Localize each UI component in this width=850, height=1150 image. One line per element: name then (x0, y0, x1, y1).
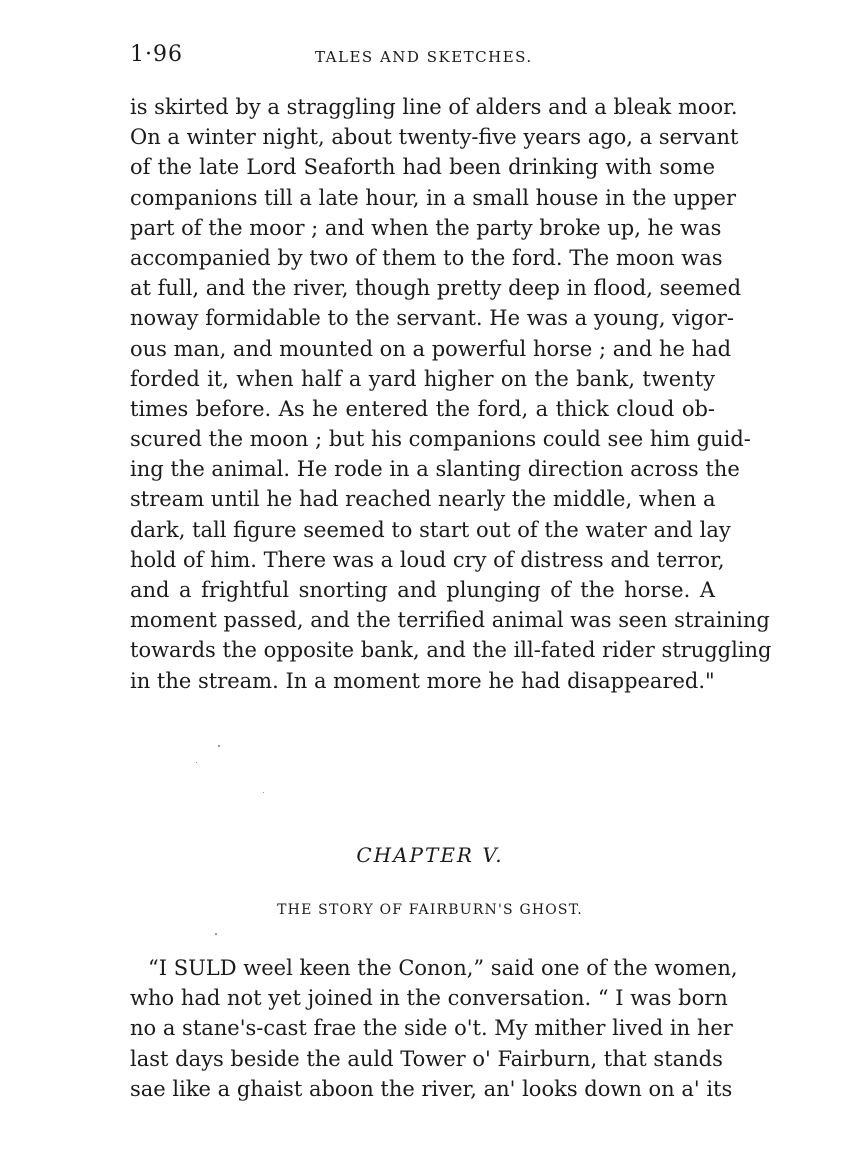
running-title: TALES AND SKETCHES. (315, 48, 533, 66)
text-line: sae like a ghaist aboon the river, an' looks down on a' its (130, 1076, 733, 1101)
print-speck (263, 792, 264, 793)
text-line: ing the animal. He rode in a slanting direction across the (130, 457, 740, 482)
text-line: noway formidable to the servant. He was a young, vigor- (130, 306, 734, 331)
text-line: stream until he had reached nearly the middle, when a (130, 487, 716, 512)
text-line: moment passed, and the terrified animal was seen straining (130, 608, 770, 633)
text-line: scured the moon ; but his companions could see him guid- (130, 427, 751, 452)
chapter-heading: CHAPTER V. (356, 843, 504, 867)
print-speck (218, 745, 220, 747)
text-line: of the late Lord Seaforth had been drinking with some (130, 155, 715, 180)
print-speck (215, 933, 217, 935)
running-head (130, 42, 720, 72)
text-line: hold of him. There was a loud cry of distress and terror, (130, 547, 725, 572)
text-line: towards the opposite bank, and the ill-fated rider struggling (130, 638, 772, 663)
text-line: “I SULD weel keen the Conon,” said one of the women, (148, 956, 738, 980)
print-speck (196, 762, 197, 763)
text-line: companions till a late hour, in a small house in the upper (130, 185, 737, 210)
text-line: no a stane's-cast frae the side o't. My mither lived in her (130, 1016, 733, 1041)
text-line: dark, tall figure seemed to start out of the water and lay (130, 517, 731, 542)
body-paragraph (130, 92, 772, 696)
text-line: at full, and the river, though pretty deep in flood, seemed (130, 276, 742, 301)
page-number: 1·96 (130, 42, 183, 67)
text-line: in the stream. In a moment more he had disappeared." (130, 668, 715, 693)
text-line: last days beside the auld Tower o' Fairburn, that stands (130, 1046, 723, 1071)
text-line: accompanied by two of them to the ford. The moon was (130, 245, 723, 270)
text-line: who had not yet joined in the conversation. “ I was born (130, 986, 728, 1011)
text-line: forded it, when half a yard higher on the bank, twenty (130, 366, 715, 391)
story-paragraph (130, 953, 738, 1104)
text-line: part of the moor ; and when the party broke up, he was (130, 215, 722, 240)
text-line: ous man, and mounted on a powerful horse ; and he had (130, 336, 732, 361)
chapter-title: THE STORY OF FAIRBURN'S GHOST. (277, 902, 583, 918)
text-line: On a winter night, about twenty-five years ago, a servant (130, 125, 739, 150)
text-line: times before. As he entered the ford, a thick cloud ob- (130, 396, 715, 421)
text-line: and a frightful snorting and plunging of the horse. A (130, 578, 715, 602)
text-line: is skirted by a straggling line of alders and a bleak moor. (130, 95, 738, 119)
